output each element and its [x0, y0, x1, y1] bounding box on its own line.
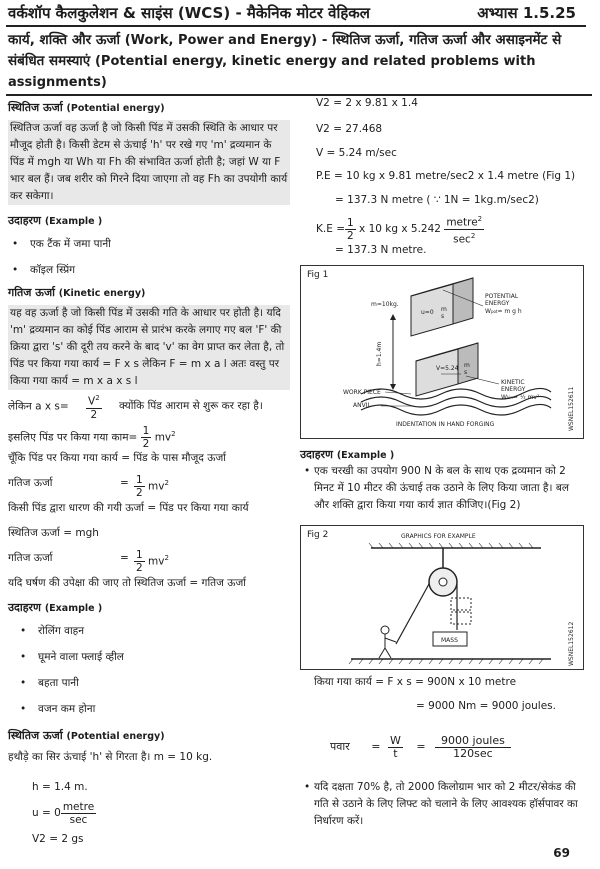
velocity-label: V=5.24	[436, 365, 459, 372]
pe-label: POTENTIAL	[485, 293, 519, 300]
figure-caption: INDENTATION IN HAND FORGING	[396, 421, 495, 428]
list-item: • वजन कम होना	[16, 697, 290, 723]
figure-1	[300, 265, 584, 439]
ke-label: KINETIC	[501, 379, 525, 386]
anvil-label: ANVIL	[353, 402, 371, 409]
figure-code: WSNEL152611	[568, 386, 575, 431]
formula-line: V2 = 27.468	[316, 123, 383, 135]
mass-label: m=10kg.	[371, 301, 399, 308]
example-paragraph: • एक चरखी का उपयोग 900 N के बल के साथ एक द्रव्यमान को 2 मिनट में 10 मीटर की ऊंचाई तक उठाने के लिए किया जाता है। बल और शक्ति द्वारा किया गया कार्य ज्ञात कीजिए।(Fig 2)	[304, 465, 569, 511]
height-label: h=1.4m	[376, 341, 383, 366]
workpiece-label: WORK PIECE	[343, 389, 381, 396]
figure-title: Fig 1	[307, 270, 329, 280]
list-item: • कॉइल स्प्रिंग	[8, 258, 290, 284]
formula-line: इसलिए पिंड पर किया गया काम= $\frac{1}{2}$ $mv^2$	[8, 425, 176, 450]
figure-title: Fig 2	[307, 530, 329, 540]
formula-line: = 137.3 N metre.	[335, 244, 427, 256]
section-heading: स्थितिज ऊर्जा (Potential energy)	[8, 729, 165, 742]
section-heading: उदाहरण (Example )	[8, 601, 103, 614]
figure-caption: GRAPHICS FOR EXAMPLE	[401, 533, 476, 540]
formula-line: यदि घर्षण की उपेक्षा की जाए तो स्थितिज ऊर्जा = गतिज ऊर्जा	[8, 577, 247, 589]
formula-line: किया गया कार्य = F x s = 900N x 10 metre	[314, 676, 517, 688]
pe-formula: Wpot= m g h	[485, 308, 522, 315]
hammer-anvil-diagram	[301, 266, 583, 438]
ke-label: ENERGY	[501, 386, 526, 393]
paragraph: स्थितिज ऊर्जा वह ऊर्जा है जो किसी पिंड में उसकी स्थिति के आधार पर मौजूद होती है। किसी डेटम से ऊंचाई 'h' पर रखे गए 'm' द्रव्यमान के पिंड में mgh या Wh या Fh की संभावित ऊर्जा होती है; जहां W या F भार बल हैं। जब शरीर को गिरने दिया जाएगा तो वह Fh का उपयोगी कार्य कर सकेगा।	[8, 120, 290, 205]
section-heading: उदाहरण (Example )	[300, 448, 395, 461]
topic-title: कार्य, शक्ति और ऊर्जा (Work, Power and Energy) - स्थितिज ऊर्जा, गतिज ऊर्जा और असाइनमेंट से संबंधित समस्याएं (Potential energy, kinetic energy and related problems with assignments)	[8, 32, 562, 90]
section-heading: गतिज ऊर्जा (Kinetic energy)	[8, 286, 146, 299]
formula-line: = 9000 Nm = 9000 joules.	[416, 700, 556, 712]
formula-line: K.E = $\frac{1}{2}$ x 10 kg x 5.242 $\frac{metre^2}{\sec^2}$	[316, 215, 483, 245]
formula-line: = 137.3 N metre ( ∵ 1N = 1kg.m/sec2)	[335, 194, 539, 206]
unit-label: s	[464, 369, 468, 376]
header-rule	[6, 25, 586, 27]
unit-label: m	[441, 306, 447, 313]
initial-velocity: u=0	[421, 309, 434, 316]
formula-line: हथौड़े का सिर ऊंचाई 'h' से गिरता है। m = 10 kg.	[8, 751, 213, 763]
example-list	[16, 619, 290, 723]
formula-line: स्थितिज ऊर्जा = mgh	[8, 527, 99, 539]
figure-2	[300, 525, 584, 670]
chapter-title: वर्कशॉप कैलकुलेशन & साइंस (WCS) - मैकेनिक मोटर वेहिकल	[8, 4, 370, 22]
ke-formula: Wkin= ½ mv²	[501, 394, 540, 401]
pe-label: ENERGY	[485, 300, 510, 307]
unit-label: s	[441, 313, 445, 320]
mass-label: MASS	[441, 637, 458, 644]
section-heading: उदाहरण (Example )	[8, 214, 103, 227]
paragraph: यह वह ऊर्जा है जो किसी पिंड में उसकी गति के आधार पर होती है। यदि 'm' द्रव्यमान का कोई पिंड आराम से प्रारंभ करके लगाए गए बल 'F' की क्रिया द्वारा 's' की दूरी तय करने के बाद 'v' का वेग प्राप्त कर लेता है, तो पिंड पर किया गया कार्य = F x s लेकिन F = m x a l अतः वस्तु पर किया गया कार्य = m x a x s l	[8, 305, 290, 390]
formula-line: लेकिन a x s= $\frac{V^2}{2}$ क्योंकि पिंड आराम से शुरू कर रहा है।	[8, 394, 263, 421]
list-item: • एक टैंक में जमा पानी	[8, 232, 290, 258]
formula-line: h = 1.4 m.	[32, 781, 88, 793]
unit-label: m	[464, 362, 470, 369]
formula-line: V2 = 2 gs	[32, 833, 84, 845]
example-list	[8, 232, 290, 284]
problem-paragraph: • यदि दक्षता 70% है, तो 2000 किलोग्राम भार को 2 मीटर/सेकंड की गति से उठाने के लिए लिफ्ट को चलाने के लिए आवश्यक हॉर्सपावर का निर्धारण करें।	[304, 781, 578, 827]
topic-rule	[6, 94, 592, 96]
figure-code: WSNEL152612	[568, 621, 575, 666]
power-formula: पवार = $\frac{W}{t}$ = $\frac{\text{9000 joules}}{120\sec}$	[330, 729, 511, 765]
formula-line: गतिज ऊर्जा = $\frac{1}{2}$ $mv^2$	[8, 474, 169, 499]
formula-line: किसी पिंड द्वारा धारण की गयी ऊर्जा = पिंड पर किया गया कार्य	[8, 502, 249, 514]
left-column	[8, 97, 290, 847]
formula-line: गतिज ऊर्जा = $\frac{1}{2}$ $mv^2$	[8, 549, 169, 574]
list-item: • बहता पानी	[16, 671, 290, 697]
formula-line: V = 5.24 m/sec	[316, 147, 397, 159]
section-heading: स्थितिज ऊर्जा (Potential energy)	[8, 101, 165, 114]
formula-line: P.E = 10 kg x 9.81 metre/sec2 x 1.4 metre (Fig 1)	[316, 170, 576, 182]
formula-line: u = 0 $\frac{\text{metre}}{\sec}$	[32, 800, 95, 826]
page-number: 69	[553, 846, 570, 860]
formula-line: V2 = 2 x 9.81 x 1.4	[316, 97, 418, 109]
list-item: • घूमने वाला फ्लाई व्हील	[16, 645, 290, 671]
list-item: • रोलिंग वाहन	[16, 619, 290, 645]
pulley-diagram	[301, 526, 583, 669]
exercise-number: अभ्यास 1.5.25	[477, 4, 576, 22]
formula-line: चूँकि पिंड पर किया गया कार्य = पिंड के पास मौजूद ऊर्जा	[8, 452, 226, 464]
